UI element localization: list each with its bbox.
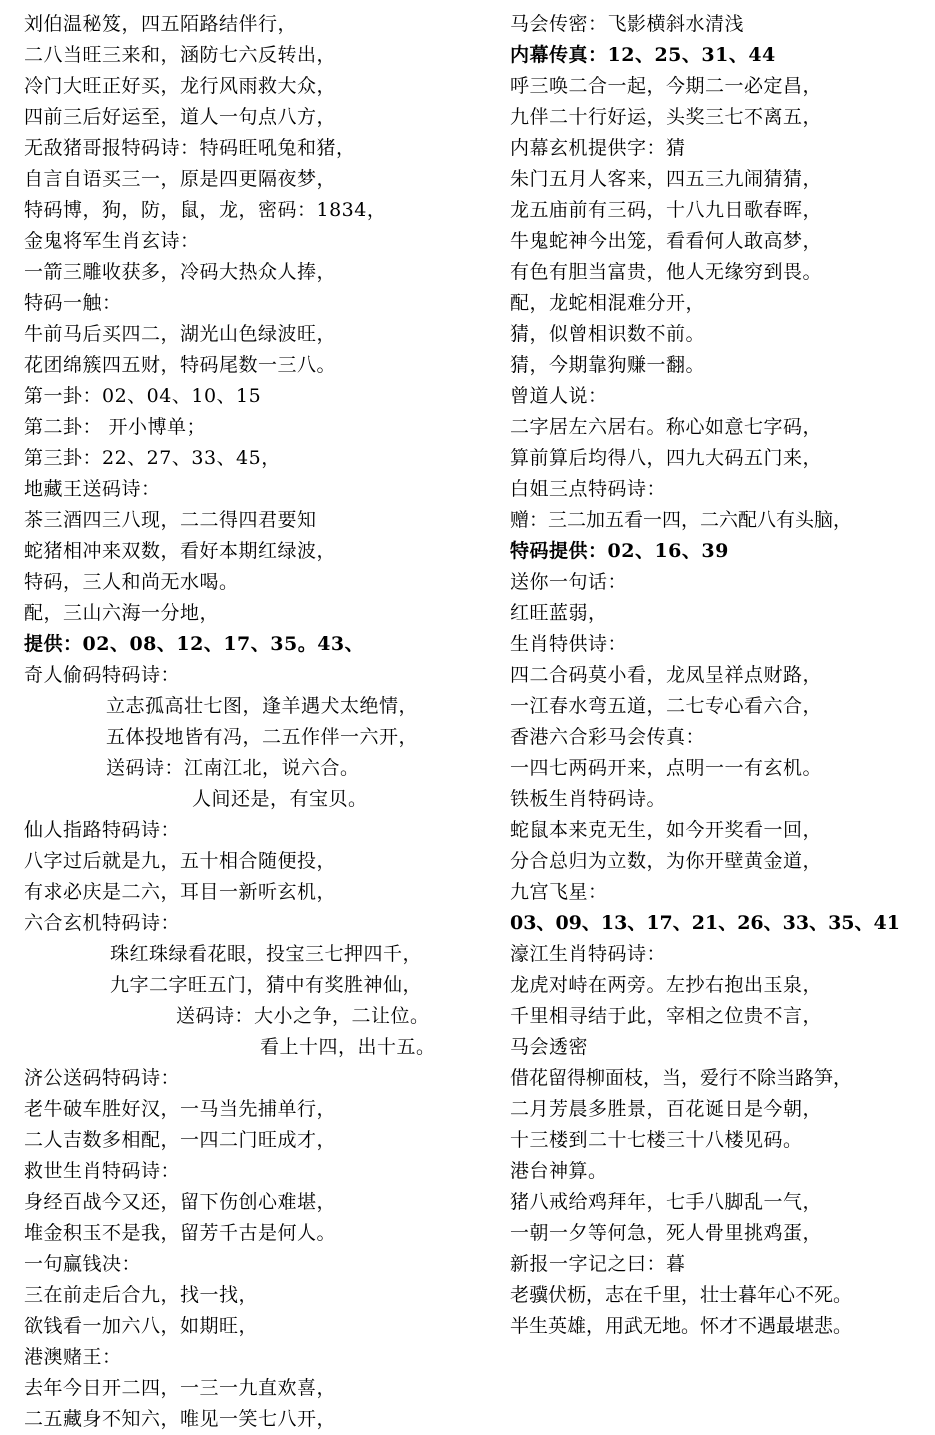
text-line: 牛鬼蛇神今出笼，看看何人敢高梦， [510,230,823,252]
text-line: 一箭三雕收获多，冷码大热众人捧， [24,261,337,283]
text-line-numbers: 内幕传真：12、25、31、44 [510,44,776,66]
text-line: 去年今日开二四，一三一九直欢喜， [24,1377,337,1399]
text-line: 马会透密 [510,1036,589,1058]
text-line: 有色有胆当富贵，他人无缘穷到畏。 [510,261,823,283]
text-line-numbers: 特码提供：02、16、39 [510,540,729,562]
text-line: 送你一句话： [510,571,628,593]
text-line-numbers: 03、09、13、17、21、26、33、35、41 [510,912,900,934]
text-line: 欲钱看一加六八，如期旺， [24,1315,259,1337]
text-line-indented: 看上十四，出十五。 [260,1036,436,1058]
text-line: 无敌猪哥报特码诗：特码旺吼兔和猪， [24,137,356,159]
text-line: 猜，似曾相识数不前。 [510,323,706,345]
text-line: 六合玄机特码诗： [24,912,181,934]
text-line: 四前三后好运至，道人一句点八方， [24,106,337,128]
text-line: 刘伯温秘笈，四五陌路结伴行， [24,13,298,35]
text-line-indented: 送码诗：大小之争，二让位。 [176,1005,430,1027]
text-line: 香港六合彩马会传真： [510,726,706,748]
text-line: 一朝一夕等何急，死人骨里挑鸡蛋， [510,1222,823,1244]
text-line: 白姐三点特码诗： [510,478,667,500]
text-line-numbers: 提供：02、08、12、17、35。43、 [24,633,365,655]
text-line: 红旺蓝弱， [510,602,608,624]
text-line: 第三卦：22、27、33、45， [24,447,281,469]
text-line-indented: 送码诗：江南江北，说六合。 [106,757,360,779]
text-line: 生肖特供诗： [510,633,628,655]
text-line: 蛇鼠本来克无生，如今开奖看一回， [510,819,823,841]
text-line: 朱门五月人客来，四五三九闹猜猜， [510,168,823,190]
text-line: 内幕玄机提供字：猜 [510,137,686,159]
text-line: 茶三酒四三八现，二二得四君要知 [24,509,317,531]
left-column [24,9,486,1435]
text-line: 蛇猪相冲来双数，看好本期红绿波， [24,540,337,562]
text-line: 濠江生肖特码诗： [510,943,667,965]
text-line: 算前算后均得八，四九大码五门来， [510,447,823,469]
text-line: 花团绵簇四五财，特码尾数一三八。 [24,354,337,376]
text-line: 二人吉数多相配，一四二门旺成才， [24,1129,337,1151]
text-line-indented: 九字二字旺五门，猜中有奖胜神仙， [110,974,423,996]
text-line: 八字过后就是九，五十相合随便投， [24,850,337,872]
text-line: 四二合码莫小看，龙凤呈祥点财路， [510,664,823,686]
text-line: 港澳赌王： [24,1346,122,1368]
text-line-indented: 人间还是，有宝贝。 [192,788,368,810]
text-line: 曾道人说： [510,385,608,407]
text-line: 九宫飞星： [510,881,608,903]
text-line: 二五藏身不知六，唯见一笑七八开， [24,1408,337,1430]
text-line: 二字居左六居右。称心如意七字码， [510,416,823,438]
text-line: 分合总归为立数，为你开壁黄金道， [510,850,823,872]
text-line: 特码一触： [24,292,122,314]
text-line: 二月芳晨多胜景，百花诞日是今朝， [510,1098,823,1120]
text-line: 第二卦： 开小博单； [24,416,207,438]
text-line: 一江春水弯五道，二七专心看六合， [510,695,823,717]
text-line: 铁板生肖特码诗。 [510,788,667,810]
text-line: 冷门大旺正好买，龙行风雨救大众， [24,75,337,97]
text-line: 配，龙蛇相混难分开， [510,292,706,314]
text-line: 赠：三二加五看一四，二六配八有头脑， [510,509,853,531]
text-line: 地藏王送码诗： [24,478,161,500]
text-line: 金鬼将军生肖玄诗： [24,230,200,252]
text-line: 仙人指路特码诗： [24,819,181,841]
text-line: 老牛破车胜好汉，一马当先捕单行， [24,1098,337,1120]
text-line: 猜，今期靠狗赚一翻。 [510,354,706,376]
text-line-indented: 立志孤高壮七图，逢羊遇犬太绝情， [106,695,419,717]
text-line: 新报一字记之曰：暮 [510,1253,686,1275]
text-line-indented: 五体投地皆有冯，二五作伴一六开， [106,726,419,748]
text-line: 身经百战今又还，留下伤创心难堪， [24,1191,337,1213]
text-line: 龙五庙前有三码，十八九日歌春晖， [510,199,823,221]
text-line: 二八当旺三来和，涵防七六反转出， [24,44,337,66]
text-line: 猪八戒给鸡拜年，七手八脚乱一气， [510,1191,823,1213]
text-line: 九伴二十行好运，头奖三七不离五， [510,106,823,128]
text-line: 配，三山六海一分地， [24,602,220,624]
text-line: 第一卦：02、04、10、15 [24,385,262,407]
text-line: 千里相寻结于此，宰相之位贵不言， [510,1005,823,1027]
text-line: 三在前走后合九，找一找， [24,1284,259,1306]
text-line: 半生英雄，用武无地。怀才不遇最堪悲。 [510,1315,853,1337]
text-line: 特码博，狗，防，鼠，龙，密码：1834， [24,199,387,221]
text-line: 港台神算。 [510,1160,608,1182]
text-line: 呼三唤二合一起，今期二一必定昌， [510,75,823,97]
text-line: 特码，三人和尚无水喝。 [24,571,239,593]
text-line: 十三楼到二十七楼三十八楼见码。 [510,1129,803,1151]
right-column [510,9,930,1342]
text-line: 龙虎对峙在两旁。左抄右抱出玉泉， [510,974,823,996]
text-line: 救世生肖特码诗： [24,1160,181,1182]
text-line: 借花留得柳面枝，当，爱行不除当路笋， [510,1067,853,1089]
text-line: 自言自语买三一，原是四更隔夜梦， [24,168,337,190]
text-line: 老骥伏枥，志在千里，壮士暮年心不死。 [510,1284,853,1306]
text-line: 有求必庆是二六，耳目一新听玄机， [24,881,337,903]
text-line: 马会传密：飞影横斜水清浅 [510,13,745,35]
text-line: 一四七两码开来，点明一一有玄机。 [510,757,823,779]
text-line: 一句赢钱决： [24,1253,142,1275]
text-line-indented: 珠红珠绿看花眼，投宝三七押四千， [110,943,423,965]
text-line: 堆金积玉不是我，留芳千古是何人。 [24,1222,337,1244]
text-line: 济公送码特码诗： [24,1067,181,1089]
text-line: 奇人偷码特码诗： [24,664,181,686]
text-line: 牛前马后买四二，湖光山色绿波旺， [24,323,337,345]
